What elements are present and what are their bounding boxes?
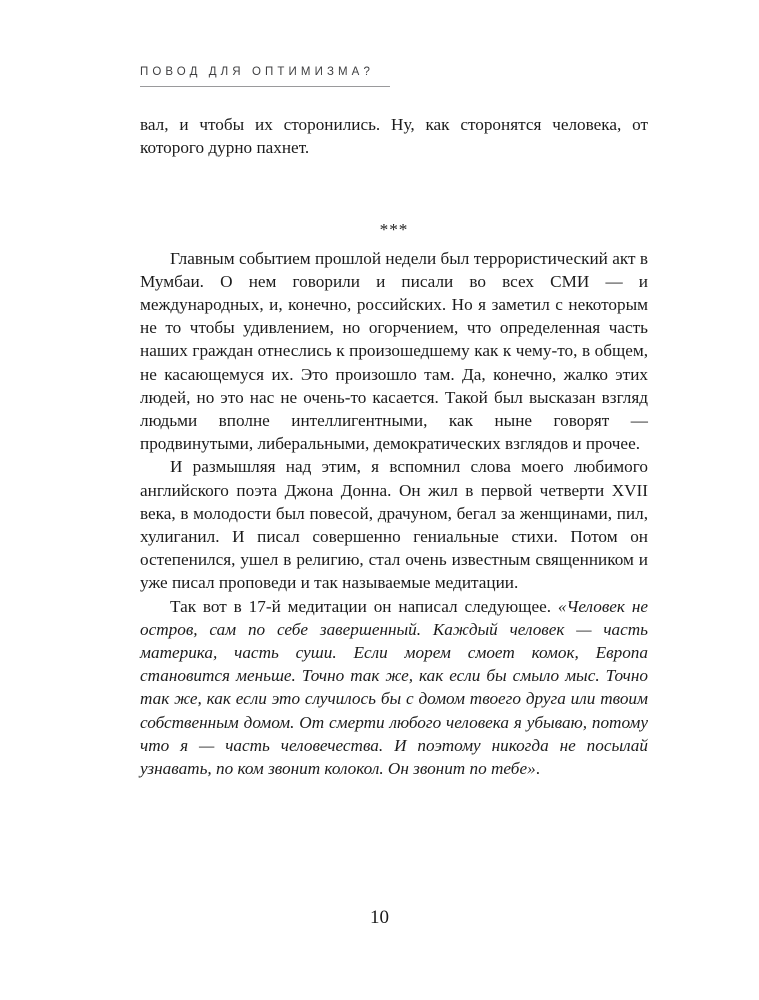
paragraph-meditation — [140, 595, 648, 781]
meditation-quotation: «Человек не остров, сам по себе завершенный. Каждый человек — часть материка, часть суши. Если морем смоет комок, Европа становится меньше. Точно так же, как если бы смыло мыс. Точно так же, как если это случилось бы с домом твоего друга или твоим собственным домом. От смерти любого человека я убываю, потому что я — часть человечества. И поэтому никогда не посылай узнавать, по ком звонит колокол. Он звонит по тебе» — [140, 596, 649, 779]
paragraph-donne: И размышляя над этим, я вспомнил слова моего любимого английского поэта Джона Донна. Он жил в первой четверти XVII века, в молодости был повесой, драчуном, бегал за женщинами, пил, хулиганил. И писал совершенно гениальные стихи. Потом он остепенился, ушел в религию, стал очень известным священником и уже писал проповеди и так называемые медитации. — [140, 457, 648, 593]
running-header-rule — [140, 86, 390, 87]
page-number: 10 — [370, 907, 389, 928]
paragraph-continuation: вал, и чтобы их сторонились. Ну, как сторонятся человека, от которого дурно пахнет. — [140, 115, 648, 158]
section-separator: *** — [379, 220, 409, 240]
running-header — [140, 66, 650, 87]
text-column — [140, 113, 648, 780]
meditation-lead-in: Так вот в 17-й медитации он написал следующее. — [170, 596, 558, 616]
paragraph-mumbai: Главным событием прошлой недели был террористический акт в Мумбаи. О нем говорили и писали во всех СМИ — и международных, и, конечно, российских. Но я заметил с некоторым не то чтобы удивлением, но огорчением, что определенная часть наших граждан отнеслись к произошедшему как к чему-то, в общем, не касающемуся их. Это произошло там. Да, конечно, жалко этих людей, но это нас не очень-то касается. Такой был высказан взгляд людьми вполне интеллигентными, как ныне говорят — продвинутыми, либеральными, демократических взглядов и прочее. — [140, 248, 648, 454]
meditation-trailing-punctuation: . — [535, 759, 540, 779]
spacer-before-separator — [140, 159, 648, 218]
running-header-title: ПОВОД ДЛЯ ОПТИМИЗМА? — [140, 66, 374, 78]
